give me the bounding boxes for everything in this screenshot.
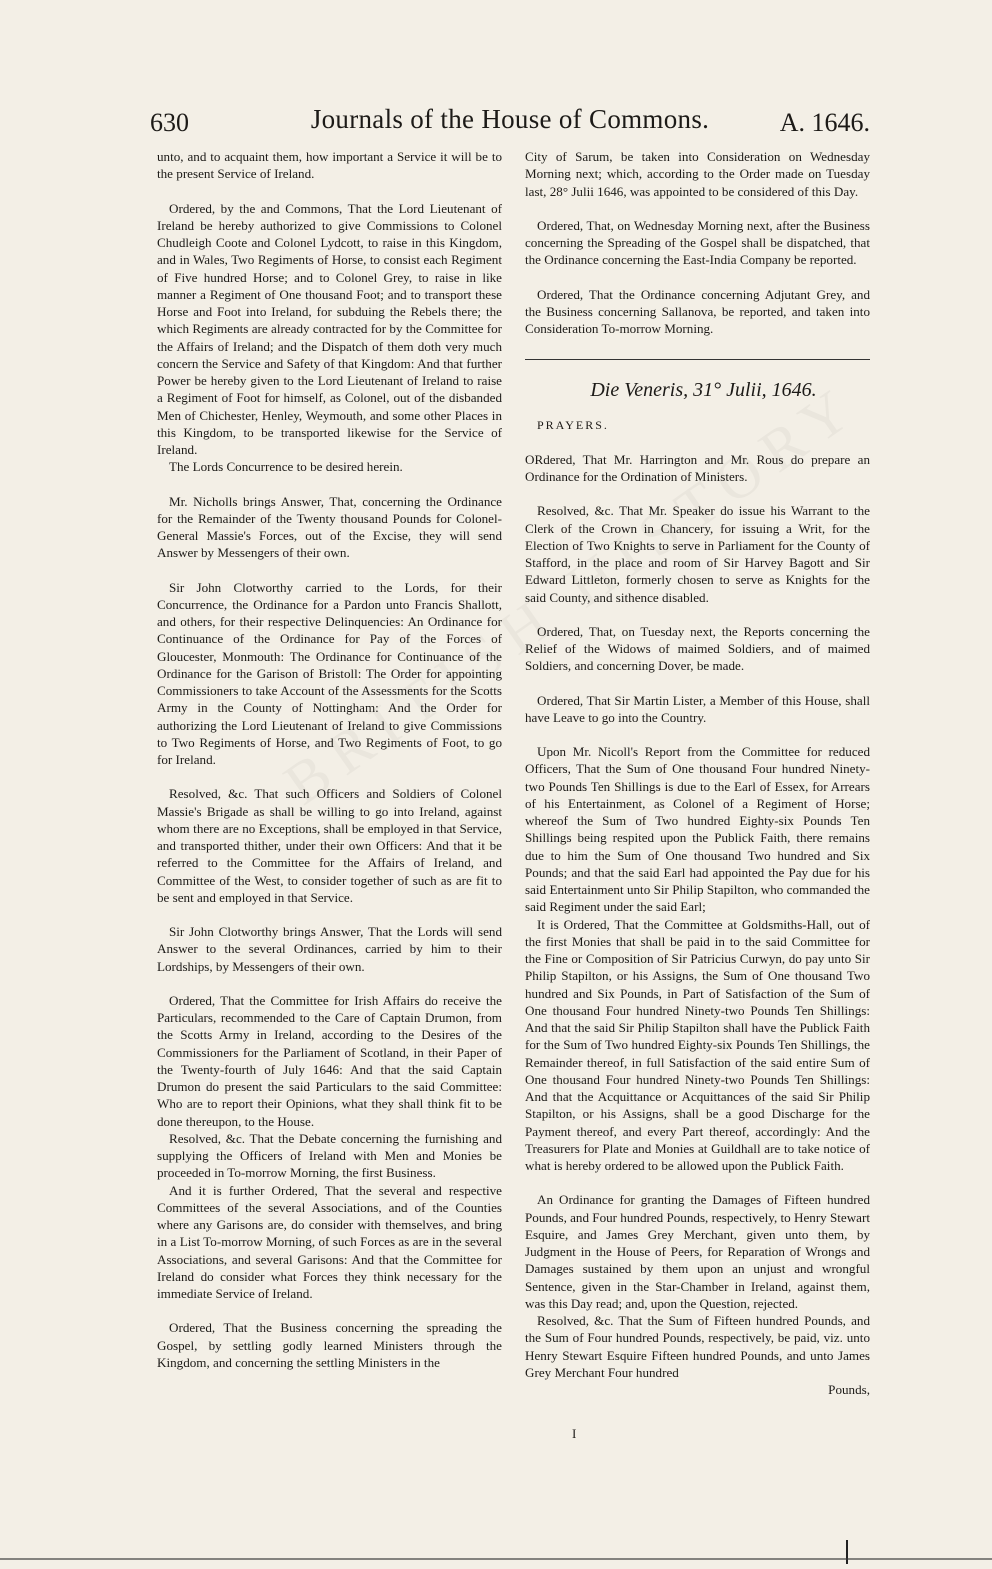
signature-mark: I — [572, 1426, 577, 1441]
year-label: A. 1646. — [779, 108, 870, 137]
paragraph: Ordered, That the Committee for Irish Affairs do receive the Particulars, recommended to the Care of Captain Drumon, from the Scotts Army in Ireland, according to the Desires of the Commissioners for the Parliament of Scotland, in their Paper of the Twenty-fourth of July 1646: And that the said Captain Drumon do present the said Particulars to the said Committee: Who are to report their Opinions, what they shall think fit to be done thereupon, to the House. — [157, 992, 502, 1129]
paragraph: Resolved, &c. That the Sum of Fifteen hundred Pounds, and the Sum of Four hundred Pounds, respectively, be paid, viz. unto Henry Stewart Esquire Fifteen hundred Pounds, and unto James Grey Merchant Four hundred — [525, 1313, 870, 1380]
paragraph: Sir John Clotworthy carried to the Lords, for their Concurrence, the Ordinance for a Pardon unto Francis Shallott, and others, for their respective Delinquencies: An Ordinance for Continuance of the Ordinance for Pay of the Forces of Gloucester, Monmouth: The Ordinance for Continuance of the Ordinance for the Garison of Bristoll: The Order for appointing Commissioners to take Account of the Assessments for the Scotts Army in the County of Nottingham: And the Order for authorizing the Lord Lieutenant of Ireland to give Commissions to Two Regiments of Horse, and Two Regiments of Foot, to go for Ireland. — [157, 579, 502, 767]
paragraph: Mr. Nicholls brings Answer, That, concerning the Ordinance for the Remainder of the Twenty thousand Pounds for Colonel-General Massie's Forces, out of the Excise, they will send Answer by Messengers of their own. — [157, 493, 502, 561]
left-column — [157, 148, 502, 1371]
paragraph: Resolved, &c. That such Officers and Soldiers of Colonel Massie's Brigade as shall be willing to go into Ireland, against whom there are no Exceptions, shall be employed in that Service, and transported thither, under their own Officers: And that it be referred to the Committee for the Affairs of Ireland, and Committee of the West, to consider together of such as are fit to be sent and employed in that Service. — [157, 786, 502, 905]
paragraph: Resolved, &c. That the Debate concerning the furnishing and supplying the Officers of Ireland with Men and Monies be proceeded in To-morrow Morning, the first Business. — [157, 1130, 502, 1181]
prayers-label: PRAYERS. — [537, 417, 609, 432]
page-number: 630 — [150, 108, 189, 137]
page-header — [150, 104, 870, 146]
paragraph: It is Ordered, That the Committee at Goldsmiths-Hall, out of the first Monies that shall be paid in to the said Committee for the Fine or Composition of Sir Patricius Curwyn, do pay unto Sir Philip Stapilton, or his Assigns, the Sum of One thousand Two hundred and Six Pounds, in Part of Satisfaction of the Sum of One thousand Four hundred Ninety-two Pounds Ten Shillings: And that the said Sir Philip Stapilton shall have the Publick Faith for the Sum of Two hundred Eighty-six Pounds Ten Shillings, the Remainder thereof, in full Satisfaction of the said entire Sum of One thousand Four hundred Ninety-two Pounds Ten Shillings: And that the Acquittance or Acquittances of the said Sir Philip Stapilton, or his Assigns, shall be a good Discharge for the Payment thereof, and every Part thereof, accordingly: And the Treasurers for Plate and Monies at Guildhall are to take notice of what is hereby ordered to be allowed upon the Publick Faith. — [525, 916, 870, 1173]
paragraph: And it is further Ordered, That the several and respective Committees of the several Associations, and of the Counties where any Garisons are, do consider with themselves, and bring in a List To-morrow Morning, of such Forces as are in the several Associations, and several Garisons: And that the Committee for Ireland do consider what Forces they think necessary for the immediate Service of Ireland. — [157, 1182, 502, 1301]
running-title: Journals of the House of Commons. — [310, 104, 710, 134]
paragraph: Ordered, That Sir Martin Lister, a Member of this House, shall have Leave to go into the Country. — [525, 692, 870, 725]
right-column — [525, 148, 870, 1415]
paragraph: City of Sarum, be taken into Consideration on Wednesday Morning next; which, according to the Order made on Tuesday last, 28° Julii 1646, was appointed to be considered of this Day. — [525, 149, 870, 199]
paragraph: Ordered, That the Ordinance concerning Adjutant Grey, and the Business concerning Sallanova, be reported, and taken into Consideration To-morrow Morning. — [525, 286, 870, 336]
paragraph: unto, and to acquaint them, how important a Service it will be to the present Service of Ireland. — [157, 149, 502, 182]
catchword: Pounds, — [828, 1382, 870, 1397]
paragraph: Sir John Clotworthy brings Answer, That the Lords will send Answer to the several Ordinances, carried by him to their Lordships, by Messengers of their own. — [157, 924, 502, 974]
scan-edge-line — [0, 1558, 992, 1560]
paragraph: Ordered, That the Business concerning the spreading the Gospel, by settling godly learned Ministers through the Kingdom, and concerning the settling Ministers in the — [157, 1320, 502, 1370]
day-heading: Die Veneris, 31° Julii, 1646. — [590, 379, 817, 402]
paragraph: The Lords Concurrence to be desired herein. — [169, 459, 403, 475]
paragraph: Upon Mr. Nicoll's Report from the Committee for reduced Officers, That the Sum of One thousand Four hundred Ninety-two Pounds Ten Shillings is due to the Earl of Essex, for Arrears of his Entertainment, as Colonel of a Regiment of Horse; whereof the Sum of Two hundred Eighty-six Pounds Ten Shillings being respited upon the Publick Faith, there remains due to him the Sum of One thousand Two hundred and Six Pounds; and that the said Earl had appointed the Pay due for his said Entertainment unto Sir Philip Stapilton, who commanded the said Regiment under the said Earl; — [525, 744, 870, 915]
paragraph: Ordered, That, on Wednesday Morning next, after the Business concerning the Spreading of the Gospel shall be dispatched, that the Ordinance concerning the East-India Company be reported. — [525, 217, 870, 268]
paragraph: Ordered, by the and Commons, That the Lord Lieutenant of Ireland be hereby authorized to give Commissions to Colonel Chudleigh Coote and Colonel Lydcott, to raise in this Kingdom, and in Wales, Two Regiments of Horse, to consist each Regiment of Five hundred Horse; and to Colonel Grey, to raise in like manner a Regiment of One thousand Foot; and to transport these Horse and Foot into Ireland, for subduing the Rebels there; the which Regiments are already contracted for by the Committee for the Affairs of Ireland; and the Dispatch of them doth very much concern the Service and Safety of that Kingdom: And that further Power be hereby given to the Lord Lieutenant of Ireland to raise a Regiment of Foot for himself, as Colonel, out of the disbanded Men of Chichester, Henley, Weymouth, and some other Places in this Kingdom, to be transported likewise for the Service of Ireland. — [157, 200, 502, 457]
paragraph: Resolved, &c. That Mr. Speaker do issue his Warrant to the Clerk of the Crown in Chancery, for issuing a Writ, for the Election of Two Knights to serve in Parliament for the County of Stafford, in the place and room of Sir Harvey Bagott and Sir Edward Littleton, formerly chosen to serve as Knights for the said County, and sithence disabled. — [525, 503, 870, 605]
paragraph: Ordered, That, on Tuesday next, the Reports concerning the Relief of the Widows of maimed Soldiers, and of maimed Soldiers, and concerning Dover, be made. — [525, 623, 870, 674]
paragraph: ORdered, That Mr. Harrington and Mr. Rous do prepare an Ordinance for the Ordination of Ministers. — [525, 451, 870, 484]
edge-mark — [846, 1540, 848, 1564]
section-divider — [525, 359, 870, 360]
paragraph: An Ordinance for granting the Damages of Fifteen hundred Pounds, and Four hundred Pounds, respectively, to Henry Stewart Esquire, and James Grey Merchant, given unto them, by Judgment in the House of Peers, for Reparation of Wrongs and Damages sustained by them upon an unjust and wrongful Sentence, given in the Star-Chamber in Ireland, against them, was this Day read; and, upon the Question, rejected. — [525, 1192, 870, 1311]
